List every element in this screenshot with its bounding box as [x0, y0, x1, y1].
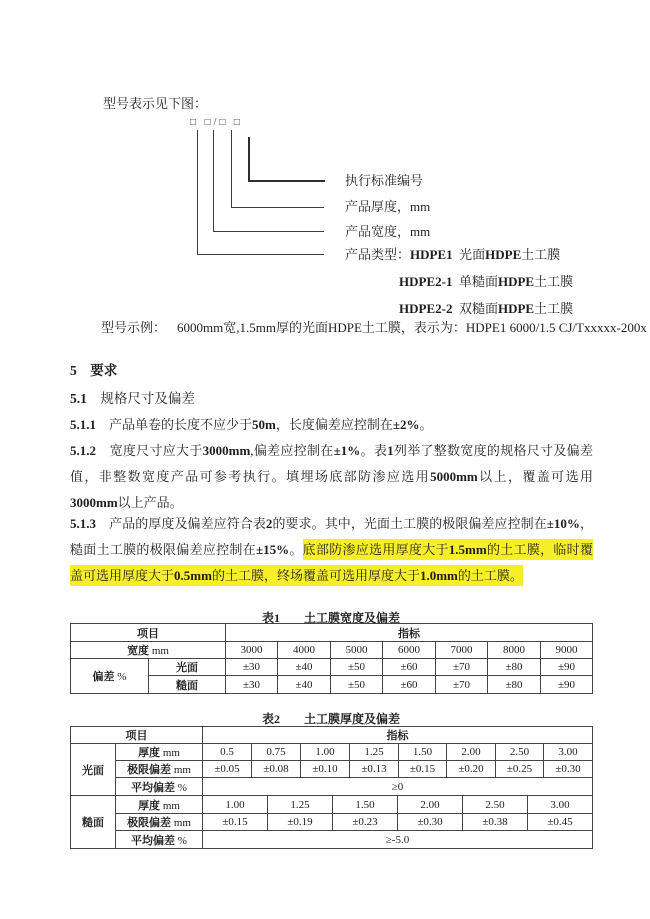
- table-cell: ±0.05: [203, 761, 252, 778]
- table-row: [71, 814, 593, 831]
- table-cell: 1.50: [333, 796, 398, 814]
- table-cell-rough-avg: ≥-5.0: [203, 831, 593, 849]
- table-row: [71, 642, 593, 659]
- thickness-table-smooth: [70, 726, 593, 796]
- table-row: [71, 676, 593, 694]
- table-row: [71, 761, 593, 778]
- table-cell: ±50: [331, 676, 383, 694]
- table-cell: ±70: [436, 676, 488, 694]
- table-row: [71, 796, 593, 814]
- table-cell: ±0.19: [268, 814, 333, 831]
- table-cell: 3000: [226, 642, 278, 659]
- table2-title: 表2 土工膜厚度及偏差: [261, 712, 400, 726]
- table-cell: 1.00: [203, 796, 268, 814]
- table-row: [71, 659, 593, 676]
- table-cell: ±0.10: [301, 761, 350, 778]
- section-5-1-heading: 5.1 规格尺寸及偏差: [70, 391, 195, 406]
- table-cell: 4000: [278, 642, 331, 659]
- diagram-label-standard: 执行标准编号: [345, 173, 424, 188]
- table-cell-avg-label: 平均偏差 %: [116, 831, 203, 849]
- clause-5-1-1: 5.1.1 产品单卷的长度不应少于50m，长度偏差应控制在±2%。: [70, 417, 433, 432]
- table-cell: ±0.38: [463, 814, 528, 831]
- table-cell: ±0.30: [398, 814, 463, 831]
- diagram-label-width: 产品宽度，mm: [345, 224, 431, 239]
- table-cell: 8000: [488, 642, 541, 659]
- table-cell-item-header: 项目: [71, 727, 203, 744]
- table-cell: ±90: [541, 659, 593, 676]
- table-cell: ±40: [278, 676, 331, 694]
- diagram-line-standard-number: [248, 137, 325, 182]
- table-cell: ±40: [278, 659, 331, 676]
- width-table: [70, 623, 593, 694]
- table-cell: ±80: [488, 659, 541, 676]
- table-cell: 1.25: [350, 744, 399, 761]
- table-cell: ±80: [488, 676, 541, 694]
- table1-title: 表1 土工膜宽度及偏差: [261, 611, 400, 625]
- table-cell-rough-label: 糙面: [149, 676, 226, 694]
- table-cell: 6000: [383, 642, 436, 659]
- table-cell-limit-label: 极限偏差 mm: [116, 761, 203, 778]
- diagram-label-thickness: 产品厚度，mm: [345, 199, 431, 214]
- table-cell-smooth-avg: ≥0: [203, 778, 593, 796]
- table-cell: 3.00: [528, 796, 593, 814]
- thickness-table-rough: [70, 795, 593, 849]
- table-cell-limit-label: 极限偏差 mm: [116, 814, 203, 831]
- table-cell: ±0.13: [350, 761, 399, 778]
- table-cell-thickness-label: 厚度 mm: [116, 796, 203, 814]
- model-intro-text: 型号表示见下图：: [103, 96, 208, 111]
- table-cell: ±0.45: [528, 814, 593, 831]
- product-type-hdpe2-1: HDPE2-1 单糙面HDPE土工膜: [399, 274, 574, 289]
- table-cell: ±0.20: [447, 761, 496, 778]
- table-cell-avg-label: 平均偏差 %: [116, 778, 203, 796]
- table-cell: 2.00: [447, 744, 496, 761]
- table-cell: ±0.15: [203, 814, 268, 831]
- model-code-boxes: □ □/□ □: [190, 117, 243, 128]
- table-cell: ±0.30: [544, 761, 593, 778]
- model-example-label: 型号示例：: [101, 320, 167, 335]
- table-cell: 3.00: [544, 744, 593, 761]
- table-cell: ±30: [226, 659, 278, 676]
- section-5-heading: 5 要求: [70, 363, 118, 378]
- table-cell-smooth-label: 光面: [71, 744, 116, 796]
- table-cell: ±0.23: [333, 814, 398, 831]
- diagram-label-product-type: 产品类型：HDPE1 光面HDPE土工膜: [345, 247, 561, 262]
- table-cell: 1.25: [268, 796, 333, 814]
- table-cell: 9000: [541, 642, 593, 659]
- table-cell-thickness-label: 厚度 mm: [116, 744, 203, 761]
- width-table-wrap: [70, 623, 593, 694]
- table-row: [71, 727, 593, 744]
- table-cell: ±60: [383, 659, 436, 676]
- table-cell: 7000: [436, 642, 488, 659]
- table-cell: 2.50: [463, 796, 528, 814]
- table-cell-item-header: 项目: [71, 624, 226, 642]
- table-cell: ±90: [541, 676, 593, 694]
- table-cell-smooth-label: 光面: [149, 659, 226, 676]
- table-cell-width-label: 宽度 mm: [71, 642, 226, 659]
- table-cell: ±50: [331, 659, 383, 676]
- table-row: [71, 778, 593, 796]
- table-cell-index-header: 指标: [226, 624, 593, 642]
- table-cell: 2.50: [496, 744, 544, 761]
- clause-5-1-3: 5.1.3 产品的厚度及偏差应符合表2的要求。其中，光面土工膜的极限偏差应控制在±10%，糙面土工膜的极限偏差应控制在±15%。底部防渗应选用厚度大于1.5mm的土工膜，临时覆盖可选用厚度大于0.5mm的土工膜，终场覆盖可选用厚度大于1.0mm的土工膜。: [70, 511, 593, 589]
- table-cell: ±70: [436, 659, 488, 676]
- table-cell: 5000: [331, 642, 383, 659]
- clause-5-1-2: 5.1.2 宽度尺寸应大于3000mm,偏差应控制在±1%。表1列举了整数宽度的规格尺寸及偏差值，非整数宽度产品可参考执行。填埋场底部防渗应选用5000mm以上，覆盖可选用3000mm以上产品。: [70, 443, 593, 510]
- table-cell: 1.50: [399, 744, 447, 761]
- table-cell-deviation-label: 偏差 %: [71, 659, 149, 694]
- table-cell: ±30: [226, 676, 278, 694]
- table-cell: ±0.25: [496, 761, 544, 778]
- table-row: [71, 624, 593, 642]
- table-cell-index-header: 指标: [203, 727, 593, 744]
- table-cell: 1.00: [301, 744, 350, 761]
- table-cell: ±0.15: [399, 761, 447, 778]
- table-cell: 0.75: [252, 744, 301, 761]
- table-row: [71, 831, 593, 849]
- model-example-text: 6000mm宽,1.5mm厚的光面HDPE土工膜，表示为：HDPE1 6000/1.5 CJ/Txxxxx-200x: [177, 320, 647, 335]
- thickness-table-wrap: [70, 726, 593, 849]
- product-type-hdpe2-2: HDPE2-2 双糙面HDPE土工膜: [399, 301, 574, 316]
- table-cell-rough-label: 糙面: [71, 796, 116, 849]
- table-cell: ±0.08: [252, 761, 301, 778]
- table-cell: 0.5: [203, 744, 252, 761]
- table-row: [71, 744, 593, 761]
- table-cell: ±60: [383, 676, 436, 694]
- table-cell: 2.00: [398, 796, 463, 814]
